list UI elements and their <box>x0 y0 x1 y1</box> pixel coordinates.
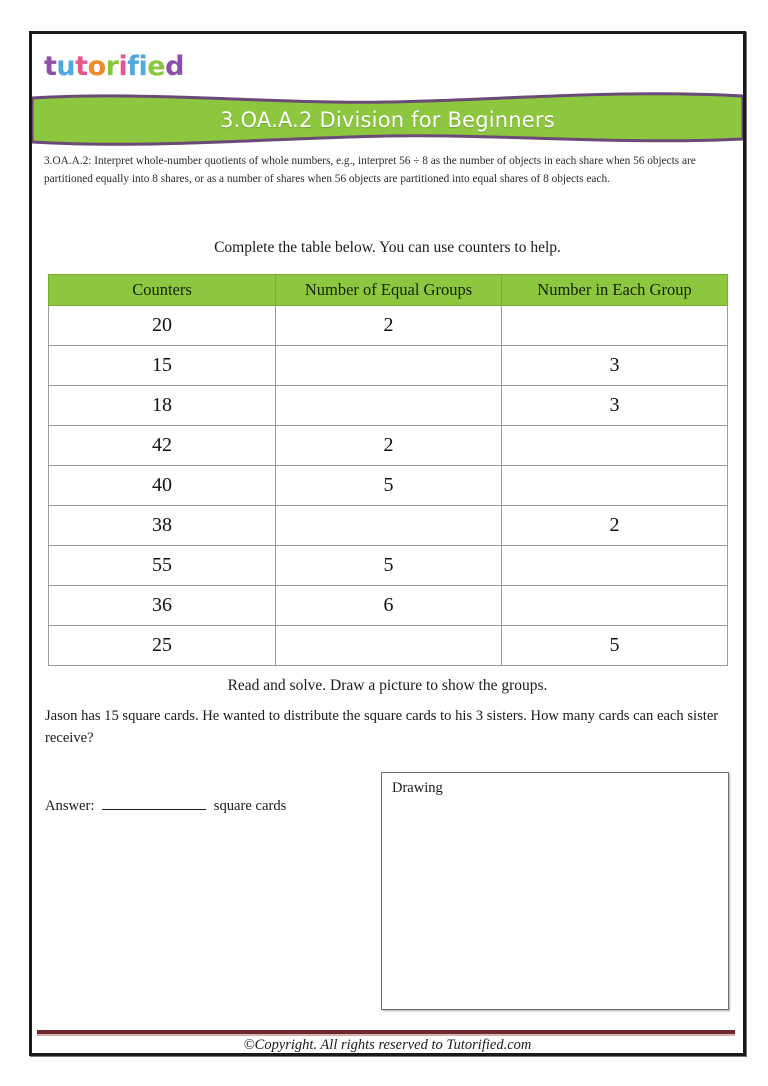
table-row <box>49 346 728 386</box>
cell-counters: 20 <box>49 306 276 346</box>
cell-counters: 18 <box>49 386 276 426</box>
column-header-counters: Counters <box>49 275 276 306</box>
cell-each[interactable]: 3 <box>502 386 728 426</box>
cell-groups[interactable] <box>276 346 502 386</box>
table-row <box>49 426 728 466</box>
cell-each[interactable] <box>502 426 728 466</box>
logo-letter-2: t <box>75 50 88 82</box>
cell-each[interactable] <box>502 466 728 506</box>
column-header-number-each: Number in Each Group <box>502 275 728 306</box>
cell-each[interactable]: 3 <box>502 346 728 386</box>
cell-each[interactable]: 5 <box>502 626 728 666</box>
table-body <box>49 306 728 666</box>
logo-text <box>44 50 184 82</box>
cell-groups[interactable] <box>276 626 502 666</box>
problem-instruction: Read and solve. Draw a picture to show the groups. <box>227 677 548 694</box>
cell-groups[interactable]: 2 <box>276 426 502 466</box>
answer-prefix-label: Answer: <box>45 798 95 814</box>
cell-groups[interactable] <box>276 386 502 426</box>
table-row <box>49 626 728 666</box>
site-logo[interactable] <box>44 45 184 87</box>
word-problem-text: Jason has 15 square cards. He wanted to distribute the square cards to his 3 sisters. How many cards can each sister receive? <box>45 708 719 746</box>
cell-each[interactable]: 2 <box>502 506 728 546</box>
cell-each[interactable] <box>502 306 728 346</box>
cell-counters: 42 <box>49 426 276 466</box>
footer-divider <box>37 1030 735 1036</box>
cell-groups[interactable]: 5 <box>276 466 502 506</box>
table-row <box>49 506 728 546</box>
cell-groups[interactable]: 5 <box>276 546 502 586</box>
standard-description: 3.OA.A.2: Interpret whole-number quotients of whole numbers, e.g., interpret 56 ÷ 8 as the number of objects in each share when 56 objects are partitioned equally into 8 shares, or as a number of shares when 56 objects are partitioned into equal shares of 8 objects each. <box>44 155 696 186</box>
logo-letter-4: r <box>105 50 119 82</box>
table-row <box>49 546 728 586</box>
cell-groups[interactable]: 6 <box>276 586 502 626</box>
cell-each[interactable] <box>502 546 728 586</box>
column-header-equal-groups: Number of Equal Groups <box>276 275 502 306</box>
answer-suffix-label: square cards <box>213 798 287 814</box>
cell-groups[interactable]: 2 <box>276 306 502 346</box>
table-instruction: Complete the table below. You can use counters to help. <box>214 239 561 256</box>
page-content <box>32 34 743 1053</box>
logo-letter-0: t <box>44 50 57 82</box>
cell-groups[interactable] <box>276 506 502 546</box>
drawing-label: Drawing <box>392 780 443 796</box>
cell-counters: 38 <box>49 506 276 546</box>
logo-letter-1: u <box>56 50 76 82</box>
cell-each[interactable] <box>502 586 728 626</box>
logo-letter-6: f <box>127 50 139 82</box>
worksheet-title: 3.OA.A.2 Division for Beginners <box>220 107 555 132</box>
cell-counters: 15 <box>49 346 276 386</box>
answer-blank-field[interactable] <box>102 797 206 810</box>
footer-copyright: ©Copyright. All rights reserved to Tutorified.com <box>243 1037 532 1053</box>
logo-letter-7: i <box>138 50 148 82</box>
title-banner <box>32 91 743 147</box>
cell-counters: 40 <box>49 466 276 506</box>
table-row <box>49 466 728 506</box>
answer-line <box>45 797 286 815</box>
logo-letter-3: o <box>87 50 106 82</box>
table-row <box>49 586 728 626</box>
logo-letter-5: i <box>118 50 128 82</box>
cell-counters: 55 <box>49 546 276 586</box>
counters-table <box>48 274 728 666</box>
cell-counters: 25 <box>49 626 276 666</box>
table-row <box>49 306 728 346</box>
logo-letter-8: e <box>147 50 166 82</box>
table-header-row <box>49 275 728 306</box>
page-frame <box>29 31 746 1056</box>
logo-letter-9: d <box>165 50 184 82</box>
drawing-box[interactable] <box>381 772 729 1010</box>
table-row <box>49 386 728 426</box>
cell-counters: 36 <box>49 586 276 626</box>
